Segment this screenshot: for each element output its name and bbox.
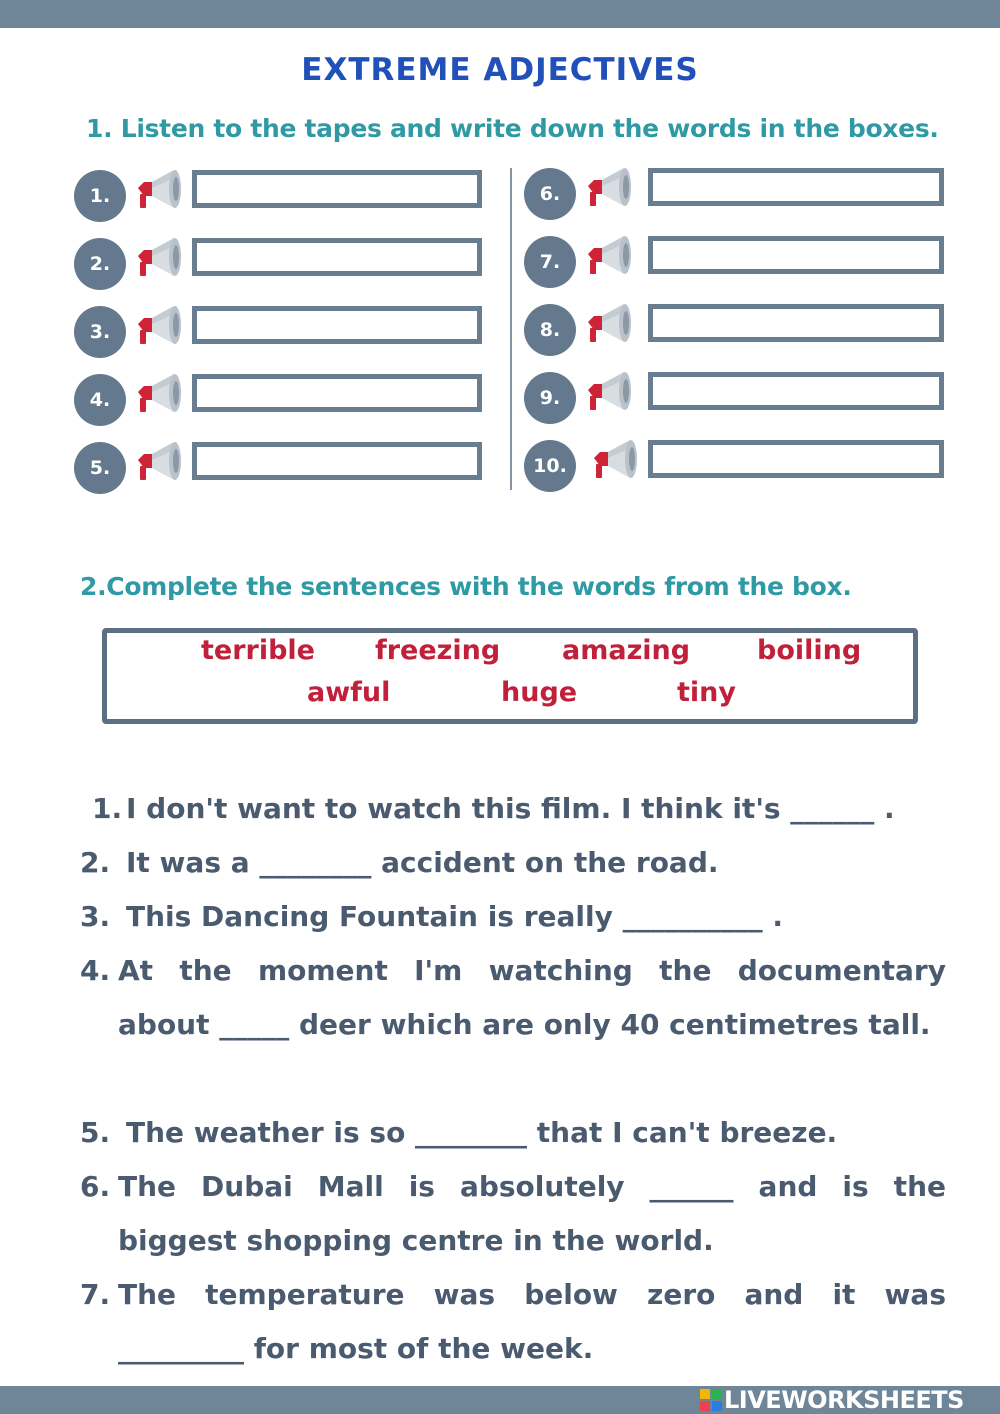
sentence-number: 4. [80, 954, 111, 987]
word-bank-item: freezing [375, 635, 501, 666]
answer-box-5[interactable] [192, 442, 482, 480]
sentence-number: 5. [80, 1116, 111, 1149]
word-bank-item: awful [307, 677, 391, 708]
word-bank-item: amazing [562, 635, 691, 666]
word-bank-item: boiling [757, 635, 862, 666]
megaphone-icon[interactable] [134, 370, 186, 416]
brand-name: LIVEWORKSHEETS [724, 1386, 964, 1414]
answer-box-9[interactable] [648, 372, 944, 410]
exercise-1-instruction: 1. Listen to the tapes and write down the words in the boxes. [86, 114, 939, 143]
answer-box-4[interactable] [192, 374, 482, 412]
answer-box-3[interactable] [192, 306, 482, 344]
sentence-text: The weather is so ________ that I can't breeze. [126, 1116, 838, 1149]
answer-box-10[interactable] [648, 440, 944, 478]
sentence-5 [80, 1106, 940, 1160]
worksheet-title: EXTREME ADJECTIVES [301, 52, 699, 88]
answer-box-6[interactable] [648, 168, 944, 206]
item-number: 9. [524, 372, 576, 424]
item-number: 7. [524, 236, 576, 288]
sentence-3 [80, 890, 940, 944]
sentence-number: 6. [80, 1170, 111, 1203]
item-number: 8. [524, 304, 576, 356]
exercise-2-instruction: 2.Complete the sentences with the words from the box. [80, 572, 852, 601]
liveworksheets-logo-icon [700, 1389, 722, 1411]
word-bank-item: huge [501, 677, 578, 708]
item-number: 1. [74, 170, 126, 222]
answer-box-7[interactable] [648, 236, 944, 274]
answer-box-1[interactable] [192, 170, 482, 208]
item-number: 5. [74, 442, 126, 494]
item-number: 3. [74, 306, 126, 358]
sentence-number: 2. [80, 846, 111, 879]
megaphone-icon[interactable] [134, 302, 186, 348]
word-bank [102, 628, 918, 724]
sentence-text: The Dubai Mall is absolutely ______ and is the biggest shopping centre in the world. [118, 1170, 946, 1257]
answer-box-2[interactable] [192, 238, 482, 276]
megaphone-icon[interactable] [584, 368, 636, 414]
item-number: 4. [74, 374, 126, 426]
sentence-number: 7. [80, 1278, 111, 1311]
sentence-number: 3. [80, 900, 111, 933]
item-number: 6. [524, 168, 576, 220]
column-divider [510, 168, 512, 490]
liveworksheets-logo [700, 1386, 964, 1414]
megaphone-icon[interactable] [134, 438, 186, 484]
sentence-1 [92, 782, 952, 836]
sentence-number: 1. [92, 792, 123, 825]
word-bank-item: terrible [201, 635, 315, 666]
megaphone-icon[interactable] [134, 234, 186, 280]
answer-box-8[interactable] [648, 304, 944, 342]
megaphone-icon[interactable] [584, 232, 636, 278]
word-bank-item: tiny [677, 677, 736, 708]
sentence-7 [80, 1268, 946, 1376]
sentence-2 [80, 836, 940, 890]
sentence-6 [80, 1160, 946, 1268]
megaphone-icon[interactable] [134, 166, 186, 212]
sentence-text: I don't want to watch this film. I think it's ______ . [126, 792, 895, 825]
megaphone-icon[interactable] [584, 164, 636, 210]
sentence-text: The temperature was below zero and it was _________ for most of the week. [118, 1278, 946, 1365]
sentence-4 [80, 944, 946, 1052]
megaphone-icon[interactable] [584, 300, 636, 346]
sentence-text: At the moment I'm watching the documentary about _____ deer which are only 40 centimetres tall. [118, 954, 946, 1041]
item-number: 2. [74, 238, 126, 290]
sentence-text: This Dancing Fountain is really __________ . [126, 900, 783, 933]
megaphone-icon[interactable] [590, 436, 642, 482]
item-number: 10. [524, 440, 576, 492]
top-band [0, 0, 1000, 28]
sentence-text: It was a ________ accident on the road. [126, 846, 719, 879]
